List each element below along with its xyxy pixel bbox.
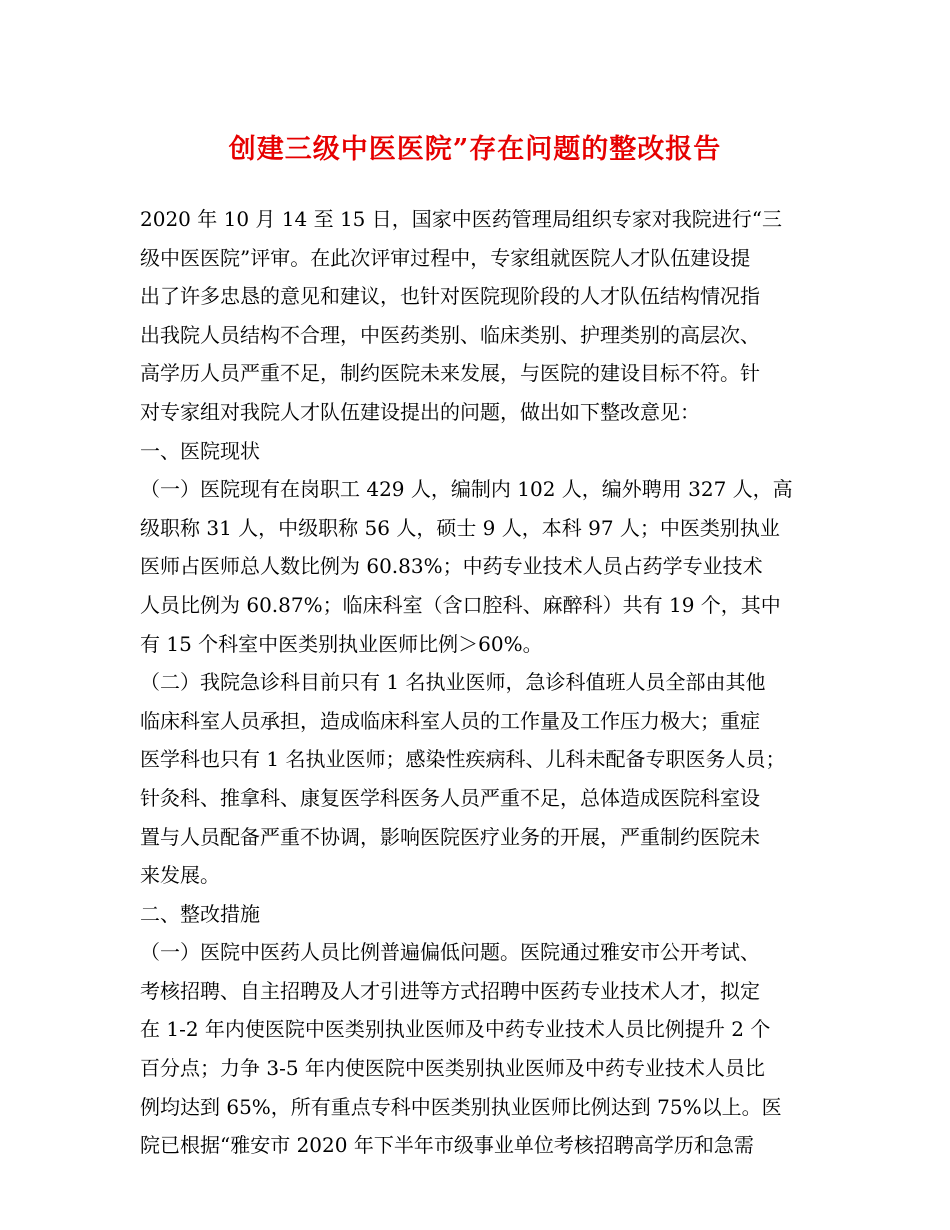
- body-line: （一）医院中医药人员比例普遍偏低问题。医院通过雅安市公开考试、: [140, 940, 760, 965]
- body-line: （二）我院急诊科目前只有 1 名执业医师，急诊科值班人员全部由其他: [140, 670, 766, 695]
- body-line: 对专家组对我院人才队伍建设提出的问题，做出如下整改意见：: [140, 399, 700, 424]
- body-line: 针灸科、推拿科、康复医学科医务人员严重不足，总体造成医院科室设: [140, 785, 760, 810]
- body-line: 来发展。: [140, 863, 220, 888]
- body-line: 百分点；力争 3-5 年内使医院中医类别执业医师及中药专业技术人员比: [140, 1056, 765, 1081]
- body-line: 医学科也只有 1 名执业医师；感染性疾病科、儿科未配备专职医务人员；: [140, 747, 786, 772]
- body-line: 临床科室人员承担，造成临床科室人员的工作量及工作压力极大；重症: [140, 708, 760, 733]
- body-line: 级中医医院”评审。在此次评审过程中，专家组就医院人才队伍建设提: [140, 245, 751, 270]
- body-line: 级职称 31 人，中级职称 56 人，硕士 9 人，本科 97 人；中医类别执业: [140, 515, 780, 540]
- body-line: 置与人员配备严重不协调，影响医院医疗业务的开展，严重制约医院未: [140, 824, 760, 849]
- body-line: 医师占医师总人数比例为 60.83%；中药专业技术人员占药学专业技术: [140, 554, 763, 579]
- body-line: 院已根据“雅安市 2020 年下半年市级事业单位考核招聘高学历和急需: [140, 1133, 754, 1158]
- body-line: 在 1-2 年内使医院中医类别执业医师及中药专业技术人员比例提升 2 个: [140, 1017, 771, 1042]
- body-line: 二、整改措施: [140, 901, 260, 926]
- document-title: 创建三级中医医院”存在问题的整改报告: [228, 134, 722, 165]
- body-line: 有 15 个科室中医类别执业医师比例＞60%。: [140, 631, 543, 656]
- body-line: 出我院人员结构不合理，中医药类别、临床类别、护理类别的高层次、: [140, 322, 760, 347]
- body-line: 考核招聘、自主招聘及人才引进等方式招聘中医药专业技术人才，拟定: [140, 978, 760, 1003]
- body-line: 2020 年 10 月 14 至 15 日，国家中医药管理局组织专家对我院进行“三: [140, 207, 782, 231]
- body-line: （一）医院现有在岗职工 429 人，编制内 102 人，编外聘用 327 人，高: [140, 477, 793, 502]
- body-line: 人员比例为 60.87%；临床科室（含口腔科、麻醉科）共有 19 个，其中: [140, 592, 781, 617]
- body-line: 例均达到 65%，所有重点专科中医类别执业医师比例达到 75%以上。医: [140, 1094, 782, 1119]
- body-line: 出了许多忠恳的意见和建议，也针对医院现阶段的人才队伍结构情况指: [140, 284, 760, 309]
- body-line: 一、医院现状: [140, 438, 260, 463]
- body-line: 高学历人员严重不足，制约医院未来发展，与医院的建设目标不符。针: [140, 361, 760, 386]
- document-body: [140, 200, 820, 1165]
